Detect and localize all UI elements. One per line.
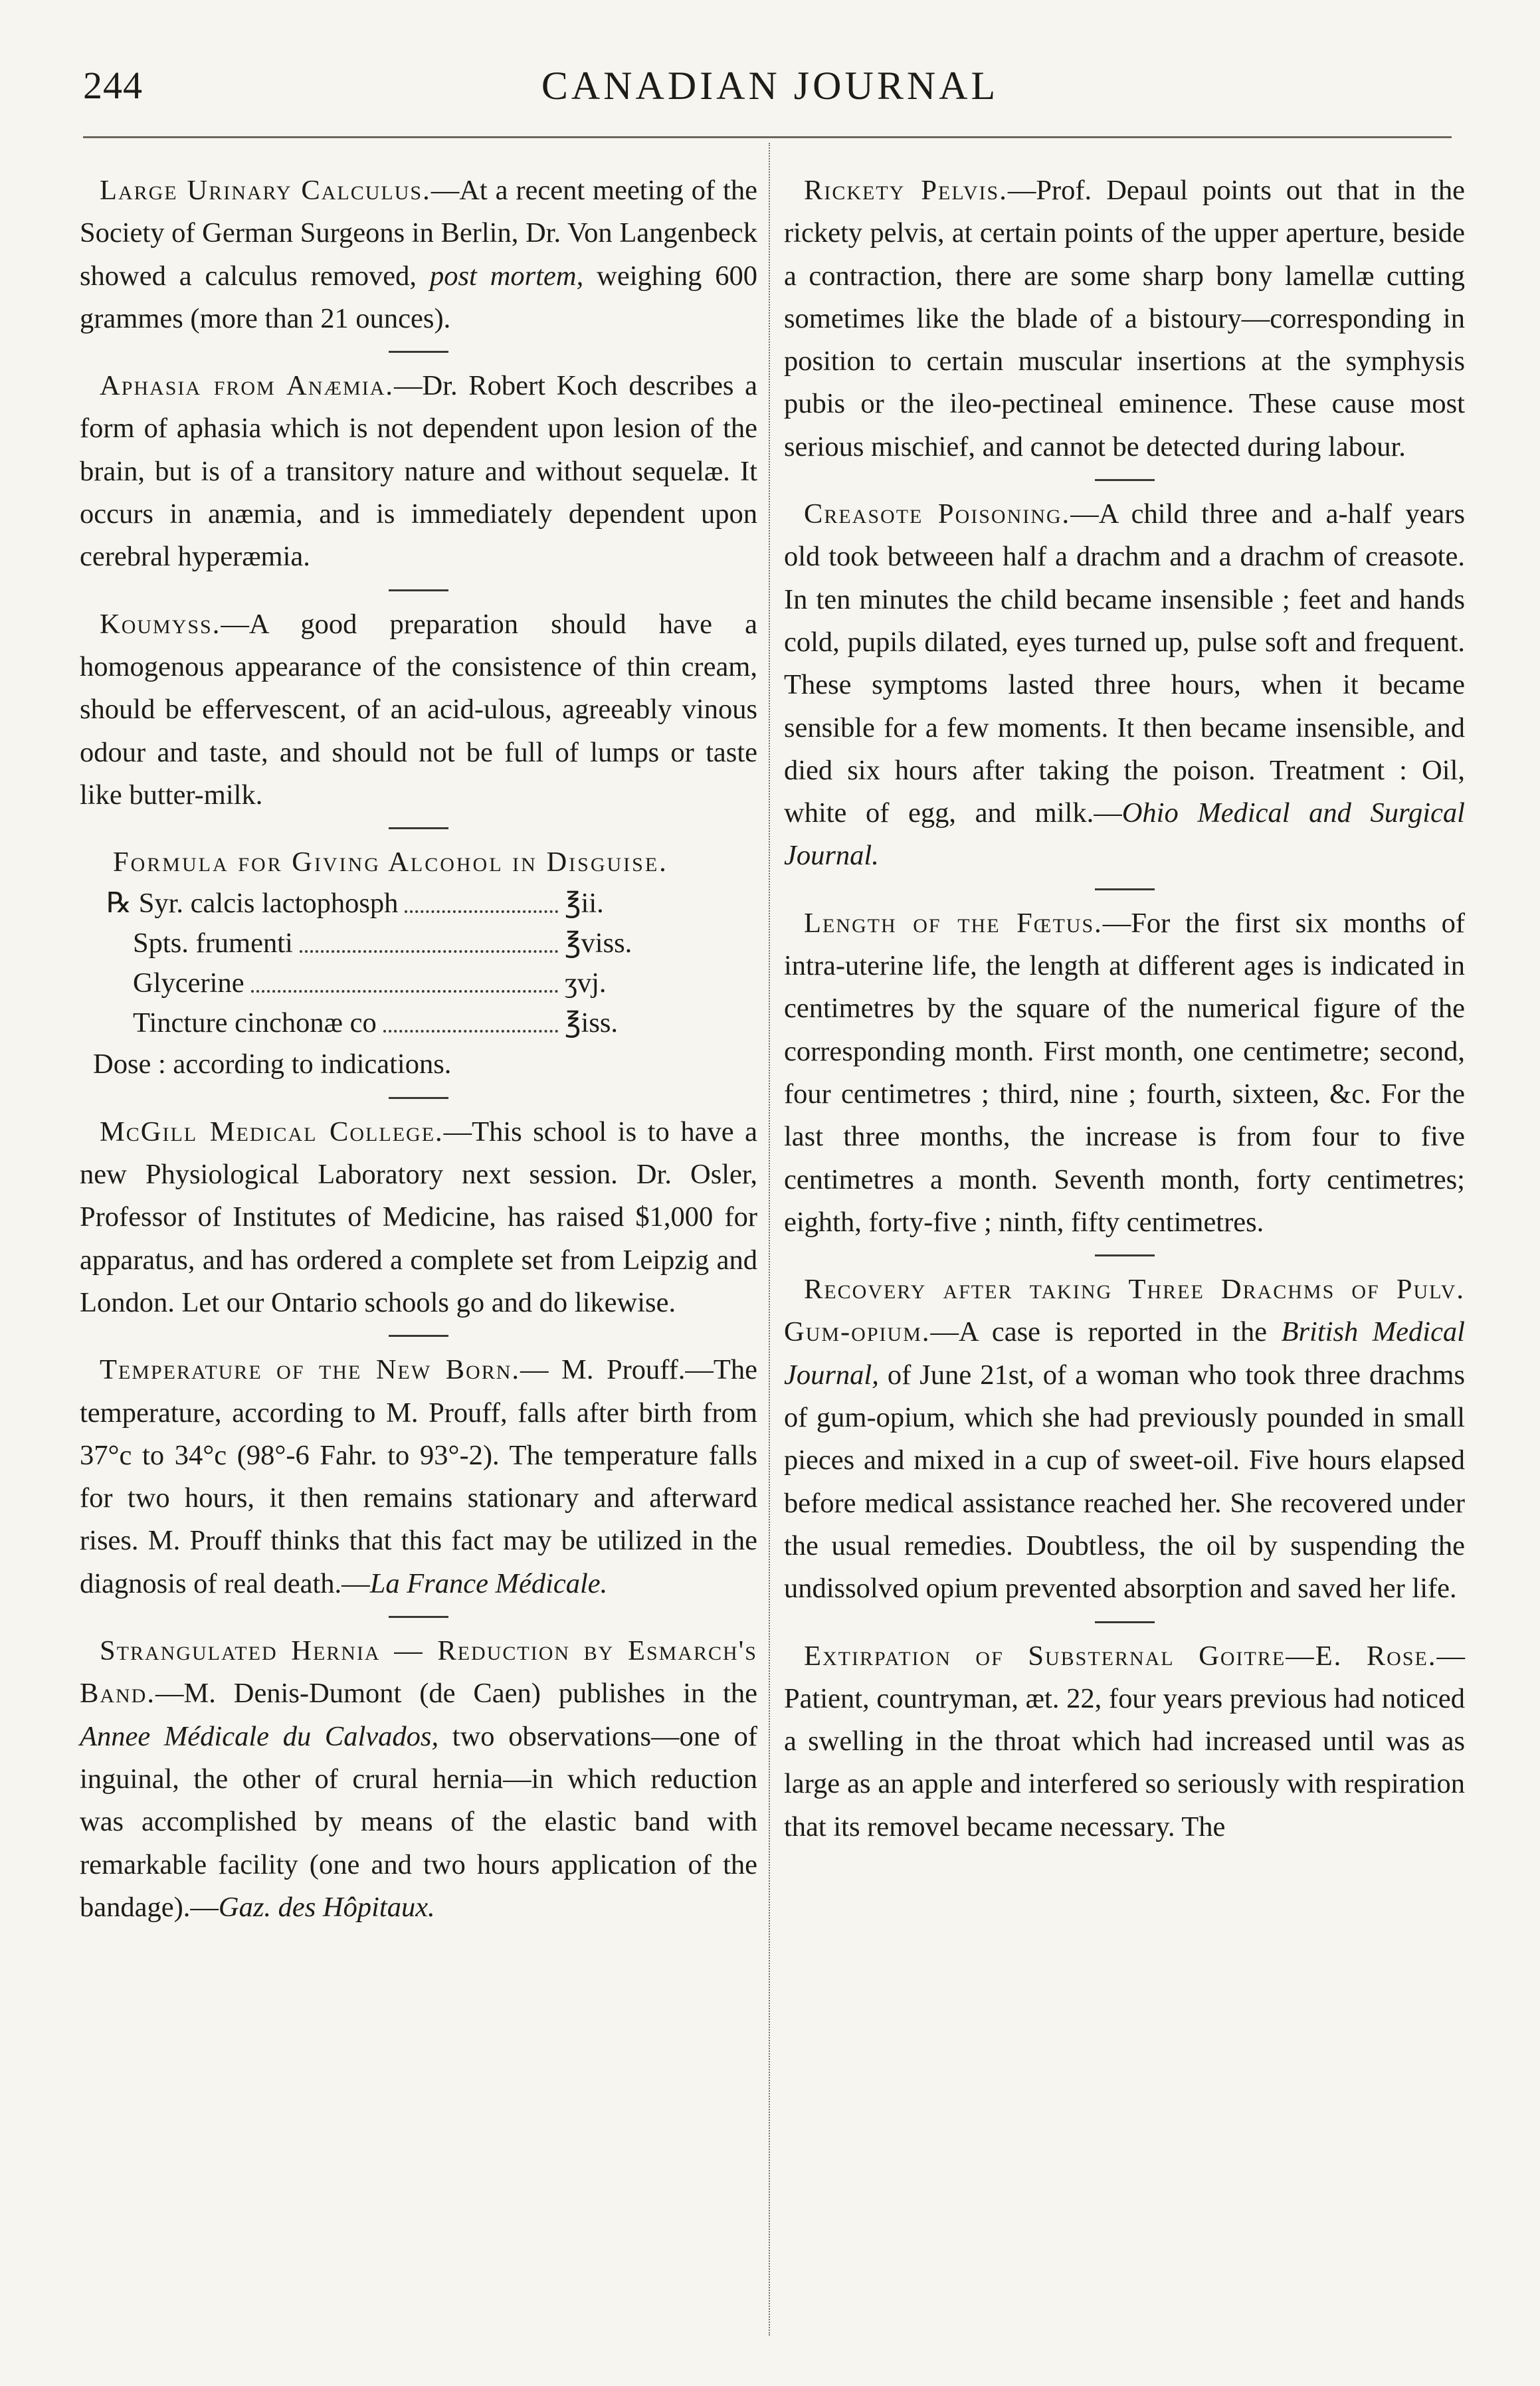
article-urinary-calculus [80,169,757,340]
article-title: Aphasia from Anæmia. [100,370,395,402]
article-paragraph [784,493,1465,878]
recipe-ingredient: Tincture cinchonæ co [133,1007,377,1039]
page-number: 244 [83,64,143,107]
page-header [0,63,1540,123]
article-body: —A good preparation should have a homogenous appearance of the consistence of thin cream, should be effervescent, of an acid-ulous, agreeably vinous odour and taste, and should not be full of lumps or taste like butter-milk. [80,608,757,811]
journal-title: CANADIAN JOURNAL [541,64,999,108]
section-separator [1095,1254,1155,1256]
right-column [784,169,1465,1848]
article-italic: Annee Médicale du Calvados, [80,1720,439,1752]
article-paragraph [80,365,757,578]
recipe-list [106,884,757,1043]
article-body: —Patient, countryman, æt. 22, four years previous had noticed a swelling in the throat which had increased until was as large as an apple and interfered so seriously with respiration that its removel became necessary. The [784,1640,1465,1842]
section-separator [389,1335,448,1337]
article-body: —At a recent meeting of the Society of German Surgeons in Berlin, Dr. Von Langenbeck showed a calculus removed, [80,175,757,292]
article-title: Strangulated Hernia — Reduction by Esmarch's Band. [80,1635,757,1710]
section-separator [389,589,448,591]
article-title: Rickety Pelvis. [804,175,1008,206]
article-temperature-new-born [80,1349,757,1605]
article-italic: post mortem, [429,260,584,292]
article-body: —Prof. Depaul points out that in the rickety pelvis, at certain points of the upper aperture, beside a contraction, there are some sharp bony lamellæ cutting sometimes like the blade of a bistoury—corresponding in position to certain muscular insertions at the symphysis pubis or the ileo-pectineal eminence. These cause most serious mischief, and cannot be detected during labour. [784,175,1465,462]
article-paragraph [80,1349,757,1605]
recipe-quantity: ℥iss. [565,1007,619,1039]
article-paragraph [784,1268,1465,1610]
article-length-foetus [784,902,1465,1244]
article-paragraph [80,1111,757,1324]
article-paragraph [784,169,1465,468]
article-paragraph [784,902,1465,1244]
article-title: Extirpation of Substernal Goitre—E. Rose. [804,1640,1437,1672]
article-italic: British Medical Journal, [784,1316,1465,1391]
article-body-after: of June 21st, of a woman who took three drachms of gum-opium, which she had previously pounded in small pieces and mixed in a cup of sweet-oil. Five hours elapsed before medical assistance reached her. She recovered under the usual remedies. Doubtless, the oil by suspending the undissolved opium prevented absorption and saved her life. [784,1359,1465,1605]
header-rule [83,136,1452,138]
article-paragraph [80,1630,757,1929]
article-source: La France Médicale. [369,1567,608,1599]
article-title: Koumyss. [100,608,221,640]
recipe-ingredient: ℞ Syr. calcis lactophosph [106,888,399,920]
recipe-quantity: ʒvj. [565,967,607,999]
article-body: —A child three and a-half years old took betweeen half a drachm and a drachm of creasote. In ten minutes the child became insensible ; feet and hands cold, pupils dilated, eyes turned up, pulse soft and frequent. These symptoms lasted three hours, when it became sensible for a few moments. It then became insensible, and died six hours after taking the poison. Treatment : Oil, white of egg, and milk.— [784,498,1465,829]
article-body-after: two observations—one of inguinal, the other of crural hernia—in which reduction was accomplished by means of the elastic band with remarkable facility (one and two hours application of the bandage).— [80,1720,758,1923]
article-mcgill [80,1111,757,1324]
article-rickety-pelvis [784,169,1465,468]
article-body: — M. Prouff.—The temperature, according to M. Prouff, falls after birth from 37°c to 34°c (98°-6 Fahr. to 93°-2). The temperature falls for two hours, it then remains stationary and afterward rises. M. Prouff thinks that this fact may be utilized in the diagnosis of real death.— [80,1354,757,1599]
article-title: McGill Medical College. [100,1116,444,1147]
article-body: —This school is to have a new Physiological Laboratory next session. Dr. Osler, Professor of Institutes of Medicine, has raised $1,000 for apparatus, and has ordered a complete set from Leipzig and London. Let our Ontario schools go and do likewise. [80,1116,757,1318]
article-title: Temperature of the New Born. [100,1354,521,1386]
article-body: —For the first six months of intra-uterine life, the length at different ages is indicated in centimetres by the square of the numerical figure of the corresponding month. First month, one centimetre; second, four centimetres ; third, nine ; fourth, sixteen, &c. For the last three months, the increase is from four to five centimetres a month. Seventh month, forty centimetres; eighth, forty-five ; ninth, fifty centimetres. [784,907,1466,1238]
article-body: —Dr. Robert Koch describes a form of aphasia which is not dependent upon lesion of the brain, but is of a transitory nature and without sequelæ. It occurs in anæmia, and is immediately dependent upon cerebral hyperæmia. [80,370,757,573]
article-strangulated-hernia [80,1630,757,1929]
article-source: Ohio Medical and Surgical Journal. [784,797,1465,872]
section-separator [389,1616,448,1618]
formula-title: Formula for Giving Alcohol in Disguise. [113,846,668,878]
recipe-quantity: ℥ii. [565,888,604,920]
section-separator [1095,479,1155,481]
column-divider [769,143,770,2336]
left-column [80,169,757,1929]
recipe-ingredient: Glycerine [133,967,244,999]
article-paragraph [80,603,757,817]
section-separator [389,351,448,353]
article-paragraph [80,169,757,340]
recipe-line [106,1003,638,1043]
recipe-line [106,963,638,1003]
section-separator [389,827,448,829]
article-recovery-opium [784,1268,1465,1610]
article-title: Creasote Poisoning. [804,498,1071,530]
article-aphasia [80,365,757,578]
article-title: Length of the Fœtus. [804,907,1103,939]
recipe-line [106,924,638,963]
recipe-line [106,884,638,924]
article-paragraph [784,1635,1465,1848]
article-title: Large Urinary Calculus. [100,175,431,206]
article-creasote-poisoning [784,493,1465,878]
recipe-quantity: ℥viss. [565,928,632,959]
recipe-dose: Dose : according to indications. [93,1048,452,1080]
article-formula [80,841,757,1086]
recipe-ingredient: Spts. frumenti [133,928,293,959]
article-body: —M. Denis-Dumont (de Caen) publishes in the [155,1678,757,1710]
article-body: —A case is reported in the [930,1316,1282,1348]
article-koumyss [80,603,757,817]
article-source: Gaz. des Hôpitaux. [218,1891,435,1923]
section-separator [1095,888,1155,890]
article-body-after: weighing 600 grammes (more than 21 ounces). [80,260,757,334]
section-separator [389,1097,448,1099]
section-separator [1095,1621,1155,1623]
article-title: Recovery after taking Three Drachms of Pulv. Gum-opium. [784,1274,1465,1348]
article-substernal-goitre [784,1635,1465,1848]
